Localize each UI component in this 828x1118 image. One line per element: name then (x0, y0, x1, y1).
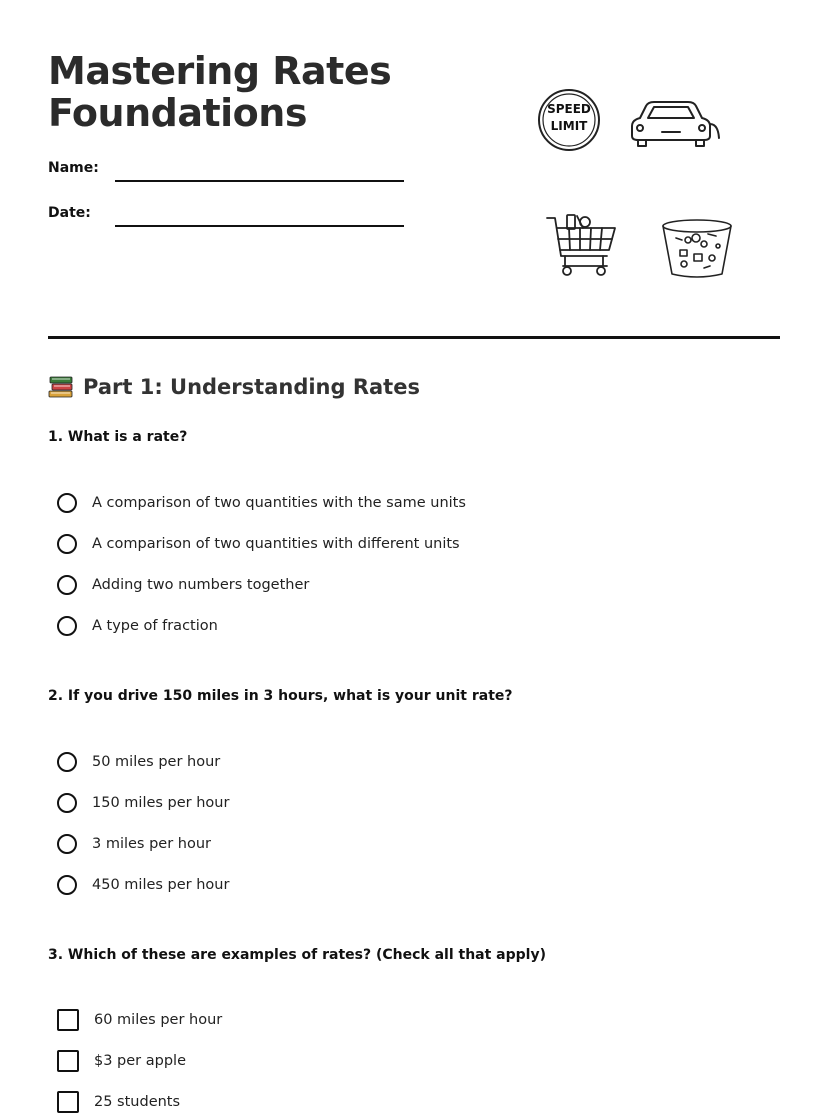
option-label: 50 miles per hour (92, 754, 221, 770)
radio-button[interactable] (57, 616, 77, 636)
date-field[interactable] (115, 225, 404, 227)
date-label: Date: (48, 205, 91, 221)
option-2c[interactable] (57, 831, 211, 857)
shopping-cart-icon (545, 212, 619, 278)
section-divider (48, 336, 780, 339)
section-title: Part 1: Understanding Rates (83, 375, 420, 399)
option-label: 25 students (94, 1094, 181, 1110)
option-2d[interactable] (57, 872, 229, 898)
speed-limit-sign-icon (537, 88, 601, 152)
checkbox[interactable] (57, 1091, 79, 1113)
name-label: Name: (48, 160, 99, 176)
radio-button[interactable] (57, 534, 77, 554)
option-label: 3 miles per hour (92, 836, 212, 852)
books-icon (48, 374, 74, 400)
option-label: A comparison of two quantities with different units (92, 536, 460, 552)
option-label: A type of fraction (92, 618, 218, 634)
title-line-2: Foundations (48, 91, 307, 135)
option-label: $3 per apple (94, 1053, 186, 1069)
option-label: 450 miles per hour (92, 877, 230, 893)
option-3b[interactable] (57, 1048, 186, 1074)
title-line-1: Mastering Rates (48, 49, 392, 93)
checkbox[interactable] (57, 1009, 79, 1031)
question-3: 3. Which of these are examples of rates? (Check all that apply) (48, 947, 546, 963)
radio-button[interactable] (57, 752, 77, 772)
radio-button[interactable] (57, 875, 77, 895)
speed-sign-text-1: SPEED (547, 102, 591, 116)
option-label: A comparison of two quantities with the same units (92, 495, 466, 511)
radio-button[interactable] (57, 793, 77, 813)
option-label: 60 miles per hour (94, 1012, 223, 1028)
option-2a[interactable] (57, 749, 220, 775)
option-label: 150 miles per hour (92, 795, 230, 811)
paint-bucket-icon (660, 218, 734, 280)
question-2: 2. If you drive 150 miles in 3 hours, what is your unit rate? (48, 688, 513, 704)
name-field[interactable] (115, 180, 404, 182)
speed-sign-text-2: LIMIT (550, 119, 588, 133)
radio-button[interactable] (57, 834, 77, 854)
option-1c[interactable] (57, 572, 309, 598)
radio-button[interactable] (57, 493, 77, 513)
option-label: Adding two numbers together (92, 577, 310, 593)
option-1d[interactable] (57, 613, 218, 639)
option-1b[interactable] (57, 531, 460, 557)
worksheet-title (48, 50, 391, 134)
option-3a[interactable] (57, 1007, 222, 1033)
option-3c[interactable] (57, 1089, 180, 1115)
option-2b[interactable] (57, 790, 229, 816)
section-heading (48, 374, 420, 400)
car-icon (624, 98, 724, 154)
option-1a[interactable] (57, 490, 466, 516)
question-1: 1. What is a rate? (48, 429, 188, 445)
radio-button[interactable] (57, 575, 77, 595)
checkbox[interactable] (57, 1050, 79, 1072)
